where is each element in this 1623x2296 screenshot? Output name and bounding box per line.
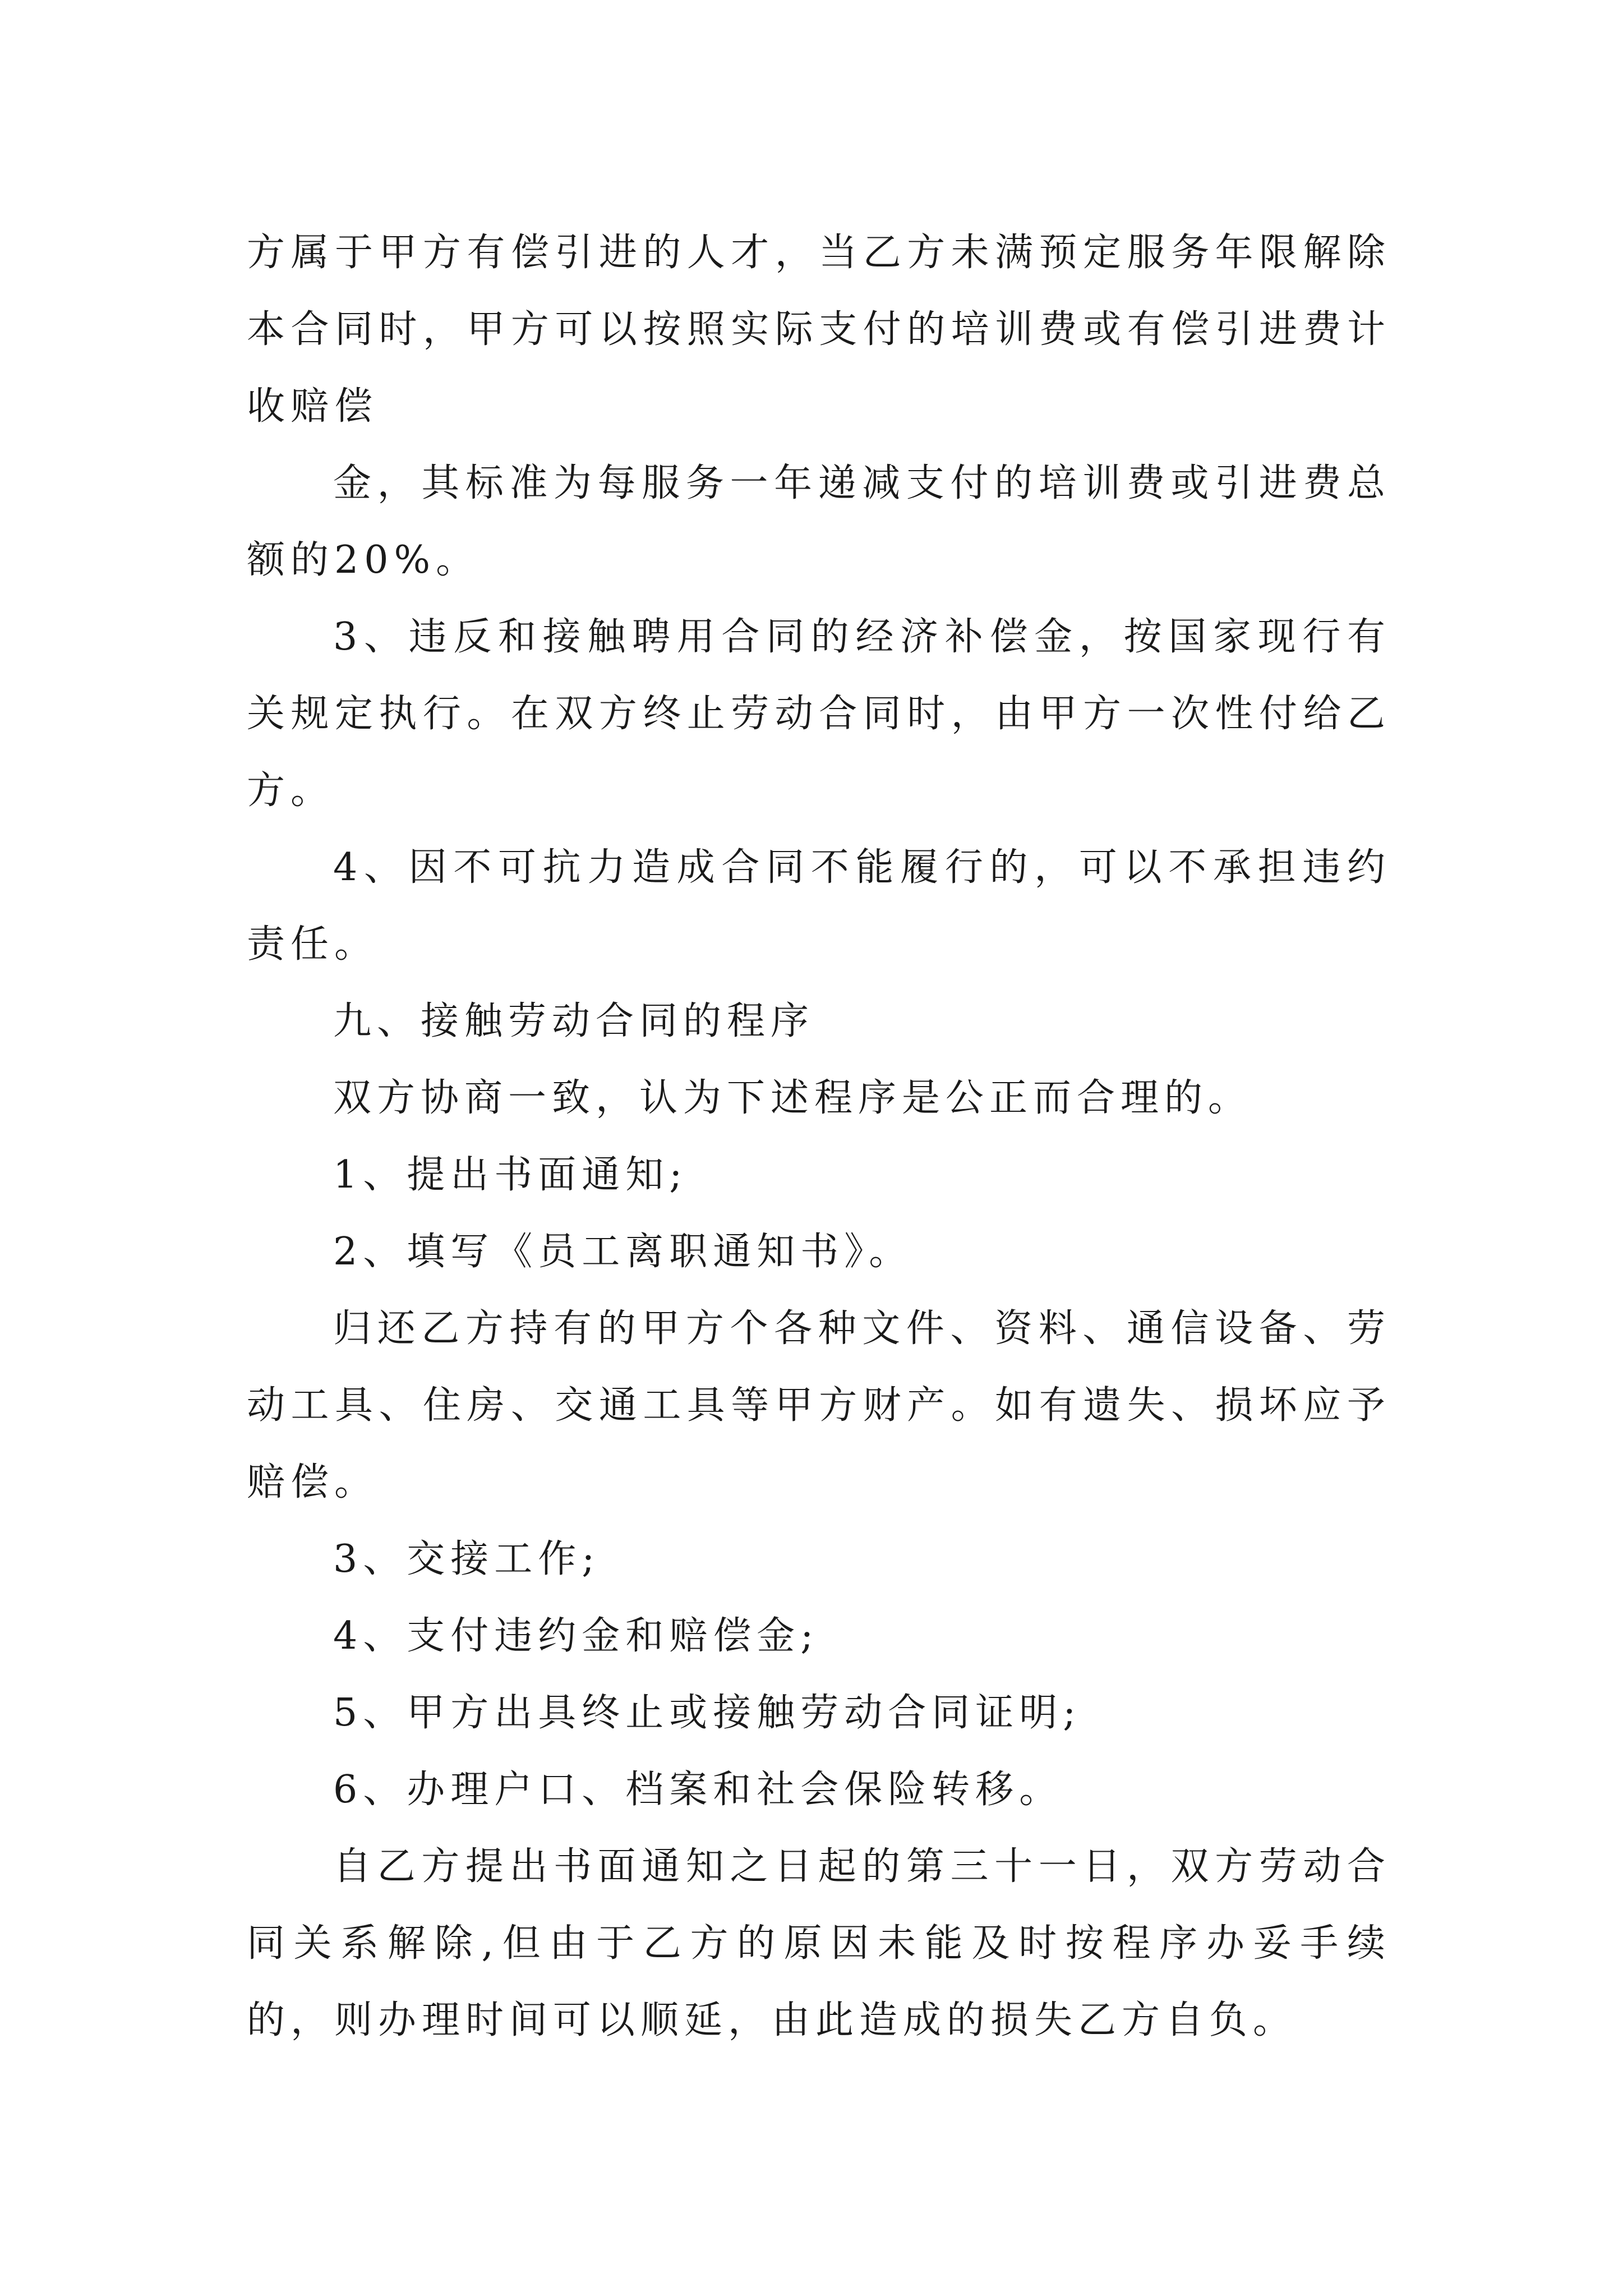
paragraph-termination-date: 自乙方提出书面通知之日起的第三十一日，双方劳动合同关系解除,但由于乙方的原因未能及时按程序办妥手续的，则办理时间可以顺延，由此造成的损失乙方自负。 (247, 1844, 1391, 2042)
paragraph-compensation-continued: 方属于甲方有偿引进的人才，当乙方未满预定服务年限解除本合同时，甲方可以按照实际支付的培训费或有偿引进费计收赔偿 (247, 231, 1391, 429)
procedure-step-5: 5、甲方出具终止或接触劳动合同证明; (333, 1691, 1082, 1735)
paragraph-return-property: 归还乙方持有的甲方个各种文件、资料、通信设备、劳动工具、住房、交通工具等甲方财产。如有遗失、损坏应予赔偿。 (247, 1306, 1391, 1504)
paragraph-compensation-standard: 金，其标准为每服务一年递减支付的培训费或引进费总额的20%。 (247, 461, 1391, 582)
paragraph-item-4-force-majeure: 4、因不可抗力造成合同不能履行的，可以不承担违约责任。 (247, 845, 1391, 967)
procedure-step-6: 6、办理户口、档案和社会保险转移。 (333, 1768, 1063, 1812)
section-heading-nine: 九、接触劳动合同的程序 (333, 999, 815, 1043)
procedure-step-2: 2、填写《员工离职通知书》。 (333, 1230, 913, 1274)
document-body (247, 214, 1391, 2059)
procedure-step-1: 1、提出书面通知; (333, 1153, 688, 1197)
paragraph-item-3-economic-compensation: 3、违反和接触聘用合同的经济补偿金，按国家现行有关规定执行。在双方终止劳动合同时，由甲方一次性付给乙方。 (247, 615, 1391, 813)
procedure-step-4: 4、支付违约金和赔偿金; (333, 1614, 819, 1658)
procedure-step-3: 3、交接工作; (333, 1537, 601, 1581)
paragraph-mutual-agreement: 双方协商一致，认为下述程序是公正而合理的。 (333, 1076, 1252, 1120)
